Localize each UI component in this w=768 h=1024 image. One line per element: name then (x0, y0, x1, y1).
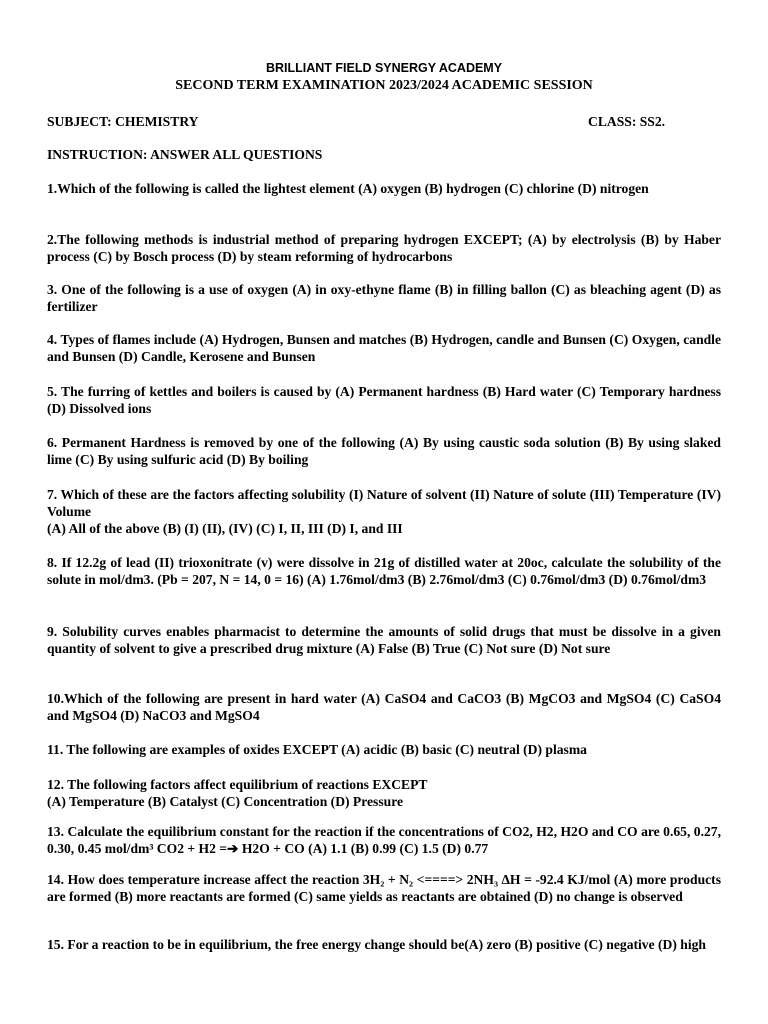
instruction-line: INSTRUCTION: ANSWER ALL QUESTIONS (47, 147, 323, 162)
question-5: 5. The furring of kettles and boilers is caused by (A) Permanent hardness (B) Hard water (C) Temporary hardness (D) Dissolved ions (47, 384, 721, 417)
question-8: 8. If 12.2g of lead (II) trioxonitrate (v) were dissolve in 21g of distilled water at 20oc, calculate the solubility of the solute in mol/dm3. (Pb = 207, N = 14, 0 = 16) (A) 1.76mol/dm3 (B) 2.76mol/dm3 (C) 0.76mol/dm3 (D) 0.76mol/dm3 (47, 555, 721, 588)
question-4: 4. Types of flames include (A) Hydrogen, Bunsen and matches (B) Hydrogen, candle and Bunsen (C) Oxygen, candle and Bunsen (D) Candle, Kerosene and Bunsen (47, 332, 721, 365)
question-1: 1.Which of the following is called the lightest element (A) oxygen (B) hydrogen (C) chlorine (D) nitrogen (47, 181, 649, 196)
question-12: 12. The following factors affect equilibrium of reactions EXCEPT (A) Temperature (B) Catalyst (C) Concentration (D) Pressure (47, 777, 428, 810)
school-name: BRILLIANT FIELD SYNERGY ACADEMY (265, 61, 503, 75)
question-15: 15. For a reaction to be in equilibrium, the free energy change should be(A) zero (B) positive (C) negative (D) high (47, 937, 706, 952)
question-14: 14. How does temperature increase affect the reaction 3H₂ + N₂ <====> 2NH₃ ∆H = -92.4 KJ/mol (A) more products are formed (B) more reactants are formed (C) same yields as reactants are obtained (D) no change is observed (47, 872, 721, 905)
question-3: 3. One of the following is a use of oxygen (A) in oxy-ethyne flame (B) in filling ballon (C) as bleaching agent (D) as fertilizer (47, 282, 721, 315)
class-line: CLASS: SS2. (588, 114, 666, 129)
question-13: 13. Calculate the equilibrium constant for the reaction if the concentrations of CO2, H2, H2O and CO are 0.65, 0.27, 0.30, 0.45 mol/dm³ CO2 + H2 =➔ H2O + CO (A) 1.1 (B) 0.99 (C) 1.5 (D) 0.77 (47, 824, 721, 857)
question-9: 9. Solubility curves enables pharmacist to determine the amounts of solid drugs that must be dissolve in a given quantity of solvent to give a prescribed drug mixture (A) False (B) True (C) Not sure (D) Not sure (47, 624, 721, 657)
question-2: 2.The following methods is industrial method of preparing hydrogen EXCEPT; (A) by electrolysis (B) by Haber process (C) by Bosch process (D) by steam reforming of hydrocarbons (47, 232, 721, 265)
question-10: 10.Which of the following are present in hard water (A) CaSO4 and CaCO3 (B) MgCO3 and MgSO4 (C) CaSO4 and MgSO4 (D) NaCO3 and MgSO4 (47, 691, 721, 724)
question-7: 7. Which of these are the factors affecting solubility (I) Nature of solvent (II) Nature of solute (III) Temperature (IV) Volume (A) All of the above (B) (I) (II), (IV) (C) I, II, III (D) I, and III (47, 487, 721, 537)
subject-line: SUBJECT: CHEMISTRY (47, 114, 199, 129)
question-6: 6. Permanent Hardness is removed by one of the following (A) By using caustic soda solution (B) By using slaked lime (C) By using sulfuric acid (D) By boiling (47, 435, 721, 468)
exam-title: SECOND TERM EXAMINATION 2023/2024 ACADEMIC SESSION (175, 78, 593, 93)
question-11: 11. The following are examples of oxides EXCEPT (A) acidic (B) basic (C) neutral (D) plasma (47, 742, 587, 757)
